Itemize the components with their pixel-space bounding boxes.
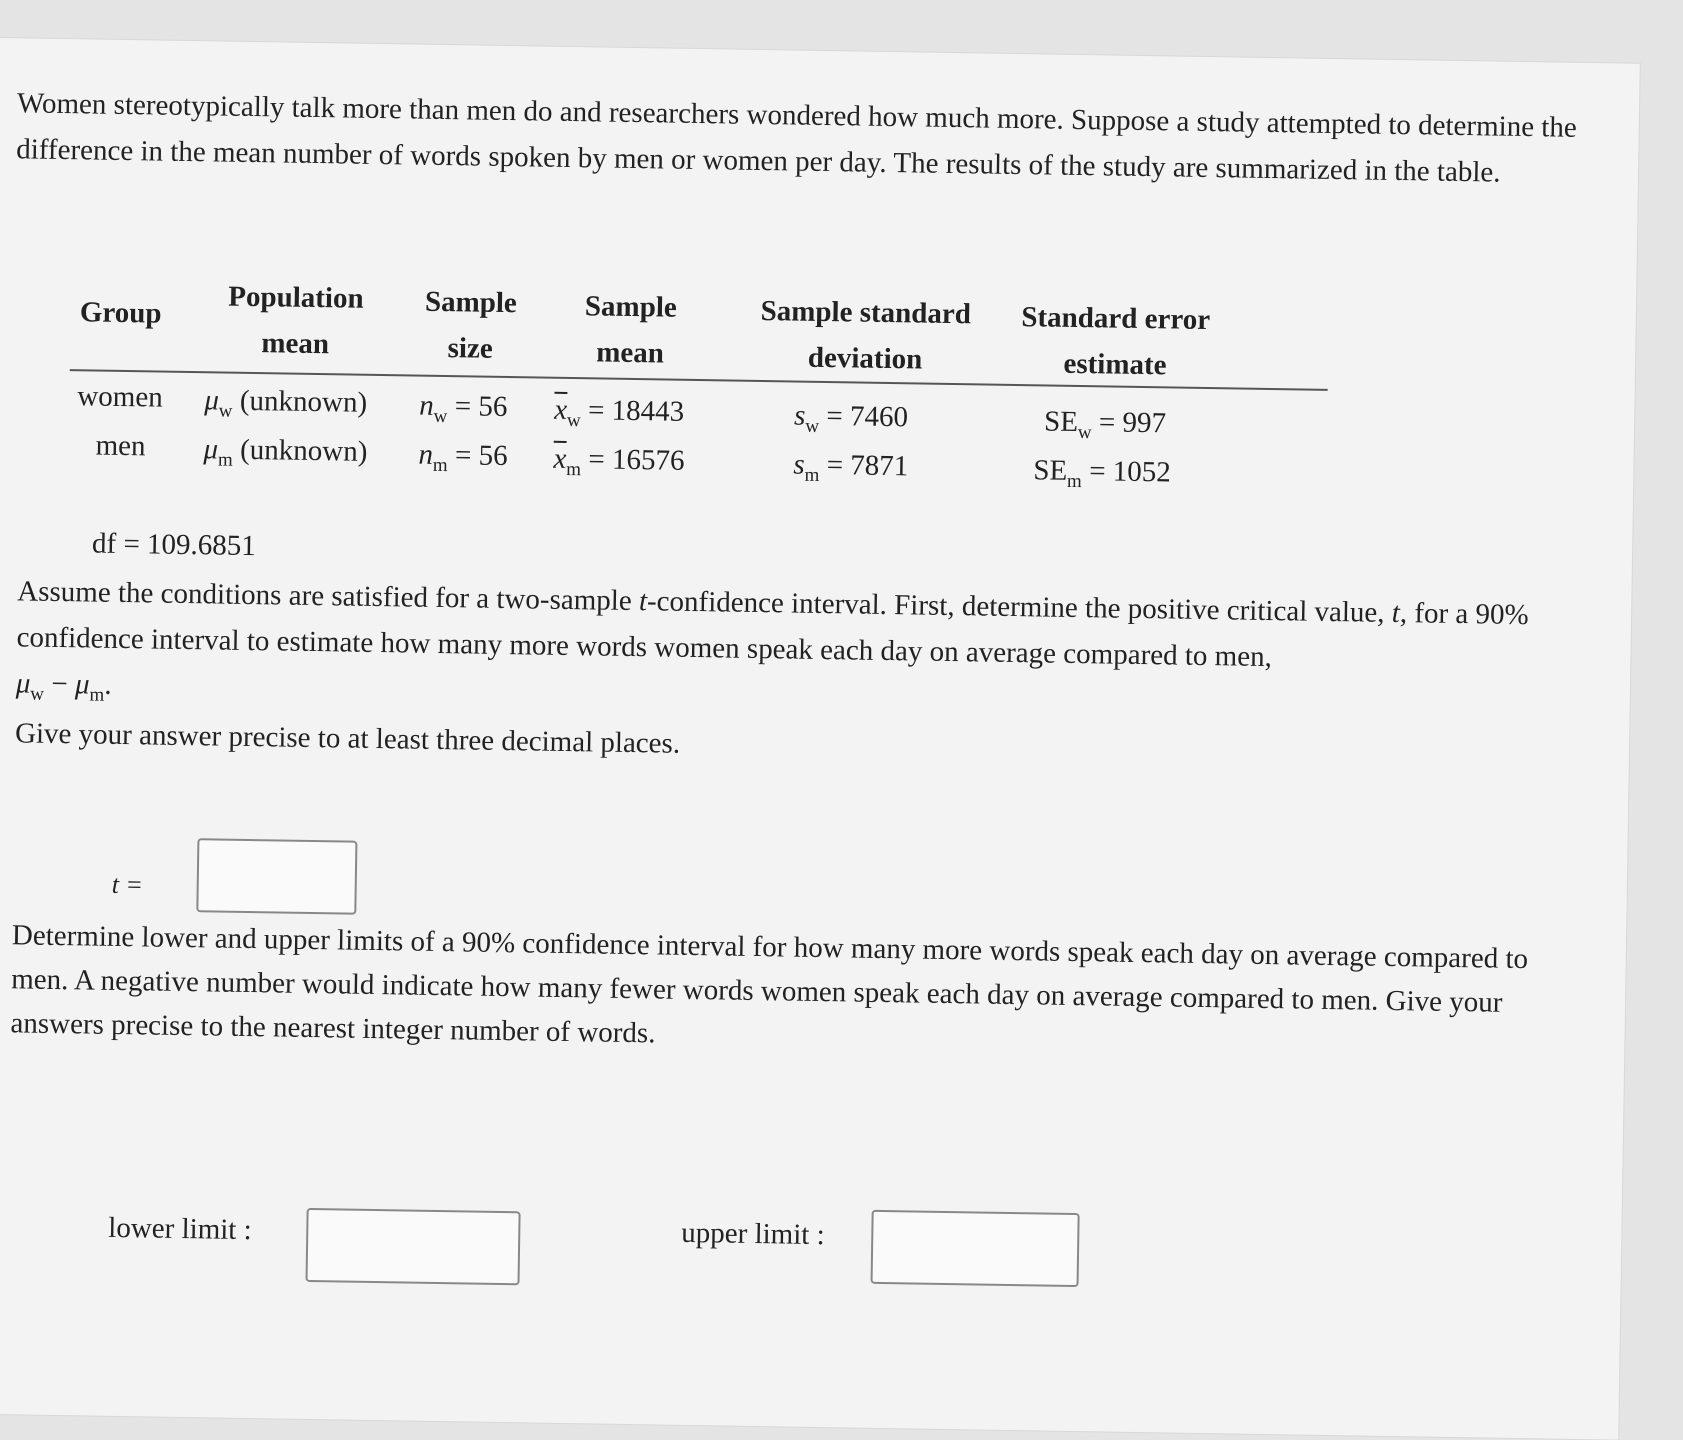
summary-table [68, 277, 1329, 517]
header-sample-mean: Sample mean [584, 290, 678, 370]
header-sample-sd: Sample standard deviation [760, 294, 972, 376]
question-critical-value: Assume the conditions are satisfied for a two-sample t-confidence interval. First, determine the positive critical value, t, for a 90% confidence interval to estimate how many more words women speak each day on average compared to men, $\mu_w - \mu_m$. [15, 575, 1529, 706]
row-women-sample-size: $n_w = 56$ [419, 389, 508, 428]
row-men-sample-size: $n_m = 56$ [418, 438, 508, 477]
row-men-group: men [95, 429, 146, 463]
header-sample-size: Sample size [424, 285, 518, 365]
t-label: t = [111, 869, 144, 900]
row-women-pop-mean: $\mu_w$ (unknown) [204, 384, 368, 422]
header-group: Group [79, 296, 162, 330]
precision-instruction: Give your answer precise to at least three decimal places. [14, 717, 681, 760]
row-women-se: $SE_w = 997$ [1043, 405, 1167, 444]
upper-limit-input[interactable] [871, 1210, 1080, 1287]
row-women-sample-mean: $\overline{x}_w = 18443$ [553, 393, 685, 432]
header-standard-error: Standard error estimate [1021, 301, 1211, 382]
row-men-pop-mean: $\mu_m$ (unknown) [203, 433, 368, 471]
header-population-mean: Population mean [228, 280, 364, 361]
upper-limit-label: upper limit : [681, 1216, 825, 1252]
row-women-sample-sd: $s_w = 7460$ [793, 399, 909, 437]
row-men-se: $SE_m = 1052$ [1033, 454, 1172, 493]
problem-intro: Women stereotypically talk more than men do and researchers wondered how much more. Suppose a study attempted to determine the difference in the mean number of words spoken by men or women per day. The results of the study are summarized in the table. [16, 87, 1578, 189]
row-men-sample-mean: $\overline{x}_m = 16576$ [553, 442, 685, 481]
lower-limit-label: lower limit : [108, 1211, 252, 1247]
degrees-of-freedom: df = 109.6851 [91, 527, 257, 563]
row-women-group: women [77, 380, 163, 414]
question-panel [0, 38, 1640, 1440]
lower-limit-input[interactable] [305, 1208, 520, 1285]
t-value-input[interactable] [196, 838, 357, 915]
row-men-sample-sd: $s_m = 7871$ [793, 448, 909, 486]
question-confidence-limits: Determine lower and upper limits of a 90% confidence interval for how many more words speak each day on average compared to men. A negative number would indicate how many fewer words women speak each day on average compared to men. Give your answers precise to the nearest integer number of words. [10, 919, 1529, 1050]
